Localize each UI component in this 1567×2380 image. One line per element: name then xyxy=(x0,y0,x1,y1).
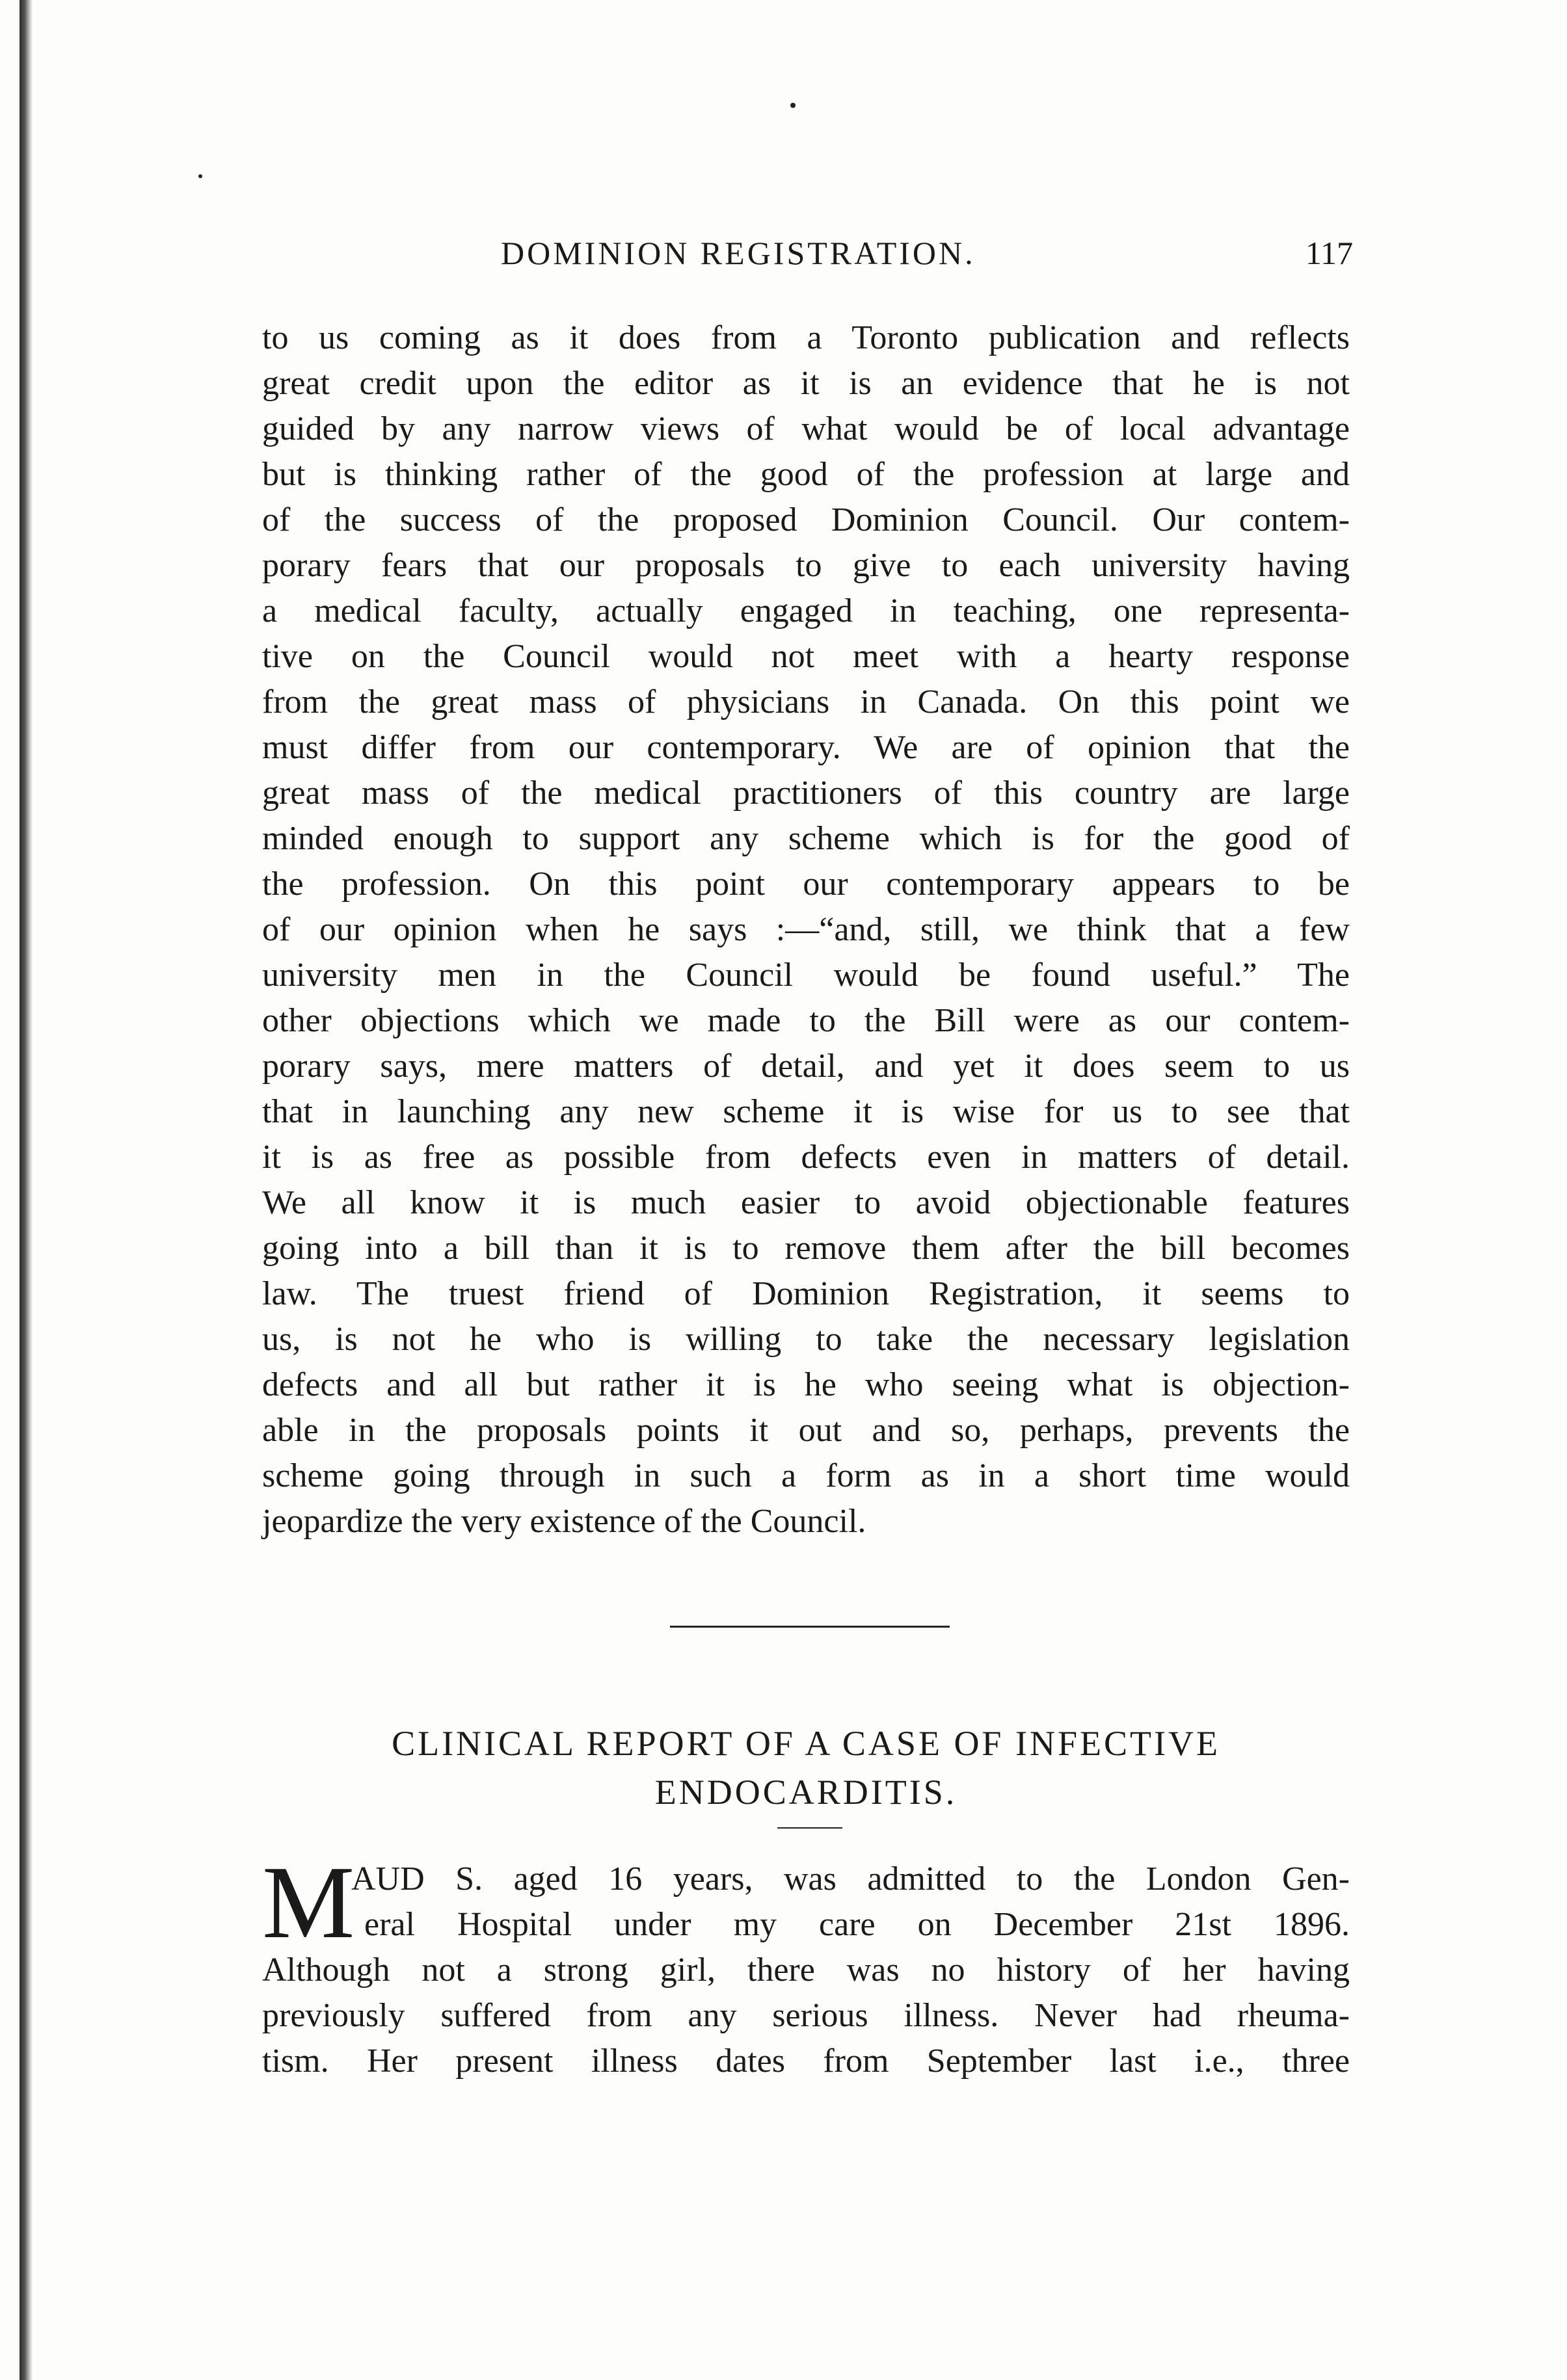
scan-speck xyxy=(790,103,796,108)
text-line: able in the proposals points it out and so, perhaps, prevents the xyxy=(262,1412,1350,1449)
running-head xyxy=(260,234,1353,280)
running-head-title: DOMINION REGISTRATION. xyxy=(501,235,976,271)
text-line: guided by any narrow views of what would be of local advantage xyxy=(262,410,1350,447)
text-line: great credit upon the editor as it is an evidence that he is not xyxy=(262,365,1350,402)
text-line: university men in the Council would be found useful.” The xyxy=(262,957,1350,994)
text-line: us, is not he who is willing to take the necessary legislation xyxy=(262,1321,1350,1358)
text-line: AUD S. aged 16 years, was admitted to the London Gen- xyxy=(351,1860,1350,1897)
drop-cap: M xyxy=(262,1844,355,1960)
text-line: the profession. On this point our contemporary appears to be xyxy=(262,866,1350,903)
scan-speck xyxy=(198,174,202,178)
text-line: jeopardize the very existence of the Council. xyxy=(262,1503,866,1540)
text-line: of the success of the proposed Dominion Council. Our contem- xyxy=(262,501,1350,538)
text-line: previously suffered from any serious illness. Never had rheuma- xyxy=(262,1997,1350,2034)
text-line: that in launching any new scheme it is wise for us to see that xyxy=(262,1093,1350,1130)
text-line: Although not a strong girl, there was no history of her having xyxy=(262,1951,1350,1989)
text-line: eral Hospital under my care on December 21st 1896. xyxy=(364,1906,1350,1943)
heading-rule xyxy=(777,1827,842,1829)
text-line: great mass of the medical practitioners of this country are large xyxy=(262,774,1350,812)
text-line: it is as free as possible from defects even in matters of detail. xyxy=(262,1139,1350,1176)
text-line: law. The truest friend of Dominion Registration, it seems to xyxy=(262,1275,1350,1312)
text-line: porary says, mere matters of detail, and yet it does seem to us xyxy=(262,1048,1350,1085)
text-line: going into a bill than it is to remove them after the bill becomes xyxy=(262,1230,1350,1267)
binding-edge xyxy=(20,0,33,2380)
text-line: scheme going through in such a form as in a short time would xyxy=(262,1457,1350,1494)
page-number: 117 xyxy=(1305,235,1353,271)
text-line: defects and all but rather it is he who seeing what is objection- xyxy=(262,1366,1350,1403)
text-line: minded enough to support any scheme which is for the good of xyxy=(262,820,1350,857)
text-line: of our opinion when he says :—“and, still, we think that a few xyxy=(262,911,1350,948)
text-line: We all know it is much easier to avoid objectionable features xyxy=(262,1184,1350,1221)
article-heading: ENDOCARDITIS. xyxy=(654,1773,958,1812)
section-divider xyxy=(670,1626,950,1628)
text-line: from the great mass of physicians in Canada. On this point we xyxy=(262,683,1350,721)
text-line: other objections which we made to the Bill were as our contem- xyxy=(262,1002,1350,1039)
text-line: porary fears that our proposals to give to each university having xyxy=(262,547,1350,584)
text-line: a medical faculty, actually engaged in teaching, one representa- xyxy=(262,592,1350,629)
text-line: but is thinking rather of the good of the profession at large and xyxy=(262,456,1350,493)
article-heading: CLINICAL REPORT OF A CASE OF INFECTIVE xyxy=(392,1724,1220,1763)
text-line: tive on the Council would not meet with a hearty response xyxy=(262,638,1350,675)
text-line: tism. Her present illness dates from September last i.e., three xyxy=(262,2043,1350,2080)
text-line: must differ from our contemporary. We are of opinion that the xyxy=(262,729,1350,766)
text-line: to us coming as it does from a Toronto publication and reflects xyxy=(262,319,1350,356)
